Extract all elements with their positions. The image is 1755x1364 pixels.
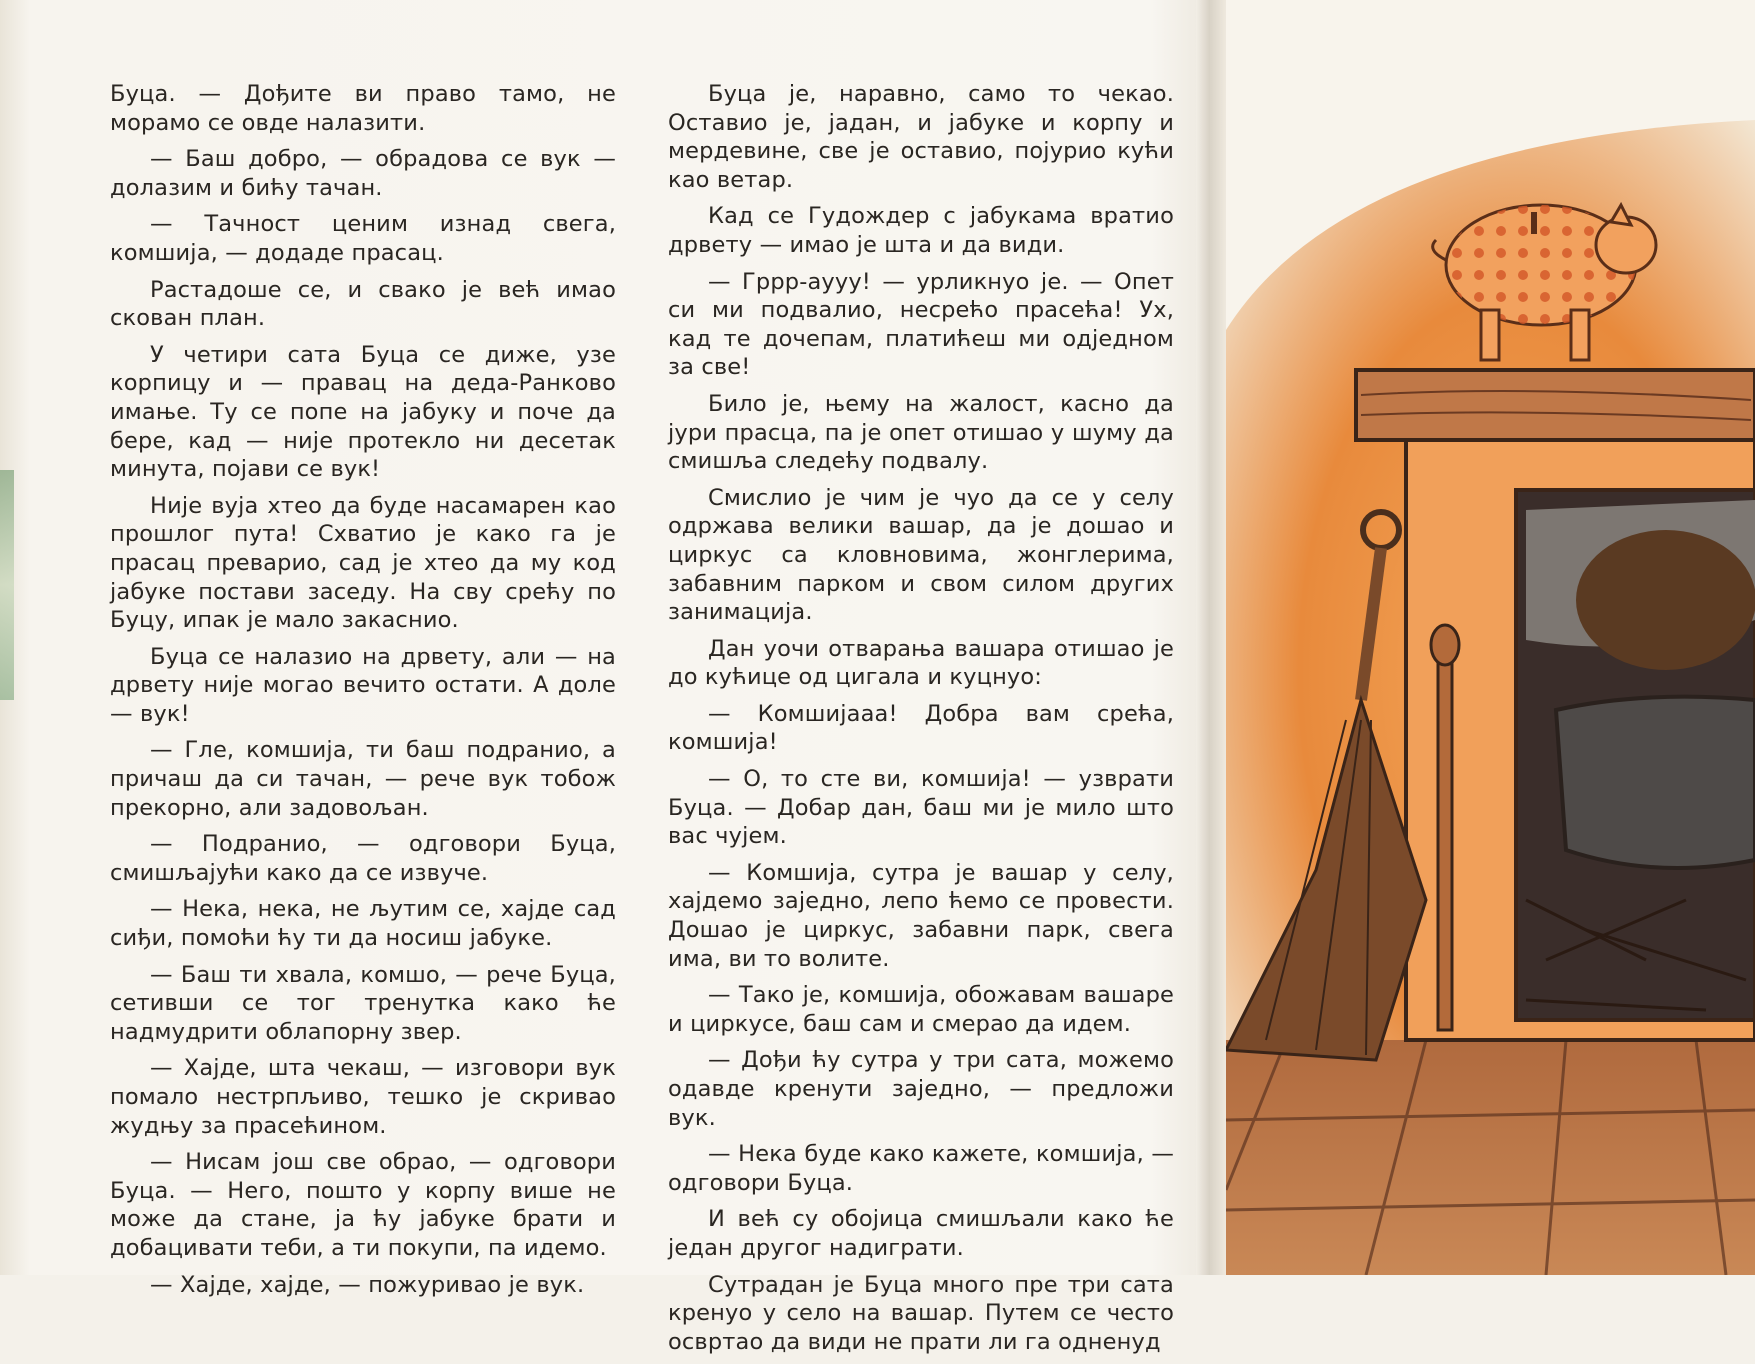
paragraph: — Нека, нека, не љутим се, хајде сад сиђи, помоћи ћу ти да носиш јабуке.: [110, 896, 616, 952]
book-gutter: [1196, 0, 1226, 1275]
paragraph: Растадоше се, и свако је већ имао скован план.: [110, 276, 616, 332]
cauldron: [1556, 697, 1755, 868]
paragraph: — Гррр-аууу! — урликнуо је. — Опет си ми подвалио, несрећо прасећа! Ух, кад те дочепам, платићеш ми одједном за све!: [668, 268, 1174, 381]
paragraph: — О, то сте ви, комшија! — узврати Буца. — Добар дан, баш ми је мило што вас чујем.: [668, 766, 1174, 850]
paragraph: Смислио је чим је чуо да се у селу одржава велики вашар, да је дошао и циркус са кловновима, жонглерима, забавним парком и свом силом других занимација.: [668, 484, 1174, 626]
paragraph: — Подранио, — одговори Буца, смишљајући како да се извуче.: [110, 831, 616, 886]
mantelpiece: [1356, 370, 1755, 440]
previous-page-art-edge: [0, 470, 14, 700]
paragraph: Било је, њему на жалост, касно да јури прасца, па је опет отишао у шуму да смишља следећу подвалу.: [668, 390, 1174, 475]
dark-fur-shape: [1576, 530, 1755, 670]
paragraph: Кад се Гудождер с јабукама вратио дрвету — имао је шта и да види.: [668, 203, 1174, 258]
paragraph: — Тачност ценим изнад свега, комшија, — додаде прасац.: [110, 211, 616, 266]
paragraph: — Тако је, комшија, обожавам вашаре и циркусе, баш сам и смерао да идем.: [668, 982, 1174, 1037]
paragraph: — Баш добро, — обрадова се вук — долазим и бићу тачан.: [110, 146, 616, 201]
illustration-page: [1226, 0, 1755, 1275]
paragraph: — Нисам још све обрао, — одговори Буца. — Него, пошто у корпу више не може да стане, ја ћу јабуке брати и добацивати теби, а ти покупи, па идемо.: [110, 1149, 616, 1261]
paragraph: Буца се налазио на дрвету, али — на дрвету није могао вечито остати. А доле — вук!: [110, 643, 616, 727]
paragraph: И већ су обојица смишљали како ће један другог надиграти.: [668, 1206, 1174, 1261]
paragraph: Буца. — Дођите ви право тамо, не морамо се овде налазити.: [110, 81, 616, 136]
text-column-left: [110, 80, 616, 1307]
text-column-right: [668, 80, 1174, 1364]
fireplace-illustration: [1226, 0, 1755, 1275]
wooden-floor: [1226, 1040, 1755, 1275]
paragraph: — Баш ти хвала, комшо, — рече Буца, сетивши се тог тренутка како ће надмудрити облапорну звер.: [110, 961, 616, 1045]
paragraph: — Нека буде како кажете, комшија, — одговори Буца.: [668, 1141, 1174, 1196]
paragraph: — Хајде, шта чекаш, — изговори вук помало нестрпљиво, тешко је скривао жудњу за прасећином.: [110, 1055, 616, 1139]
paragraph: — Комшија, сутра је вашар у селу, хајдемо заједно, лепо ћемо се провести. Дошао је циркус, забавни парк, свега има, ви то волите.: [668, 859, 1174, 972]
paragraph: Дан уочи отварања вашара отишао је до кућице од цигала и куцнуо:: [668, 635, 1174, 691]
paragraph: — Хајде, хајде, — пожуривао је вук.: [150, 1271, 585, 1298]
paragraph: Сутрадан је Буца много пре три сата кренуо у село на вашар. Путем се често освртао да види не прати ли га одненуд: [668, 1271, 1174, 1355]
paragraph: — Комшијааа! Добра вам срећа, комшија!: [668, 700, 1174, 756]
paragraph: — Дођи ћу сутра у три сата, можемо одавде кренути заједно, — предложи вук.: [668, 1047, 1174, 1131]
paragraph: Буца је, наравно, само то чекао. Оставио је, јадан, и јабуке и корпу и мердевине, све је оставио, појурио кући као ветар.: [668, 81, 1174, 193]
paragraph: — Гле, комшија, ти баш подранио, а причаш да си тачан, — рече вук тобож прекорно, али задовољан.: [110, 737, 616, 821]
paragraph: У четири сата Буца се диже, узе корпицу и — правац на деда-Ранково имање. Ту се попе на јабуку и поче да бере, кад — није протекло ни десетак минута, појави се вук!: [110, 341, 616, 483]
paragraph: Није вуја хтео да буде насамарен као прошлог пута! Схватио је како га је прасац преварио, сад је хтео да му код јабуке постави заседу. На сву срећу по Буцу, ипак је мало закаснио.: [110, 492, 616, 634]
